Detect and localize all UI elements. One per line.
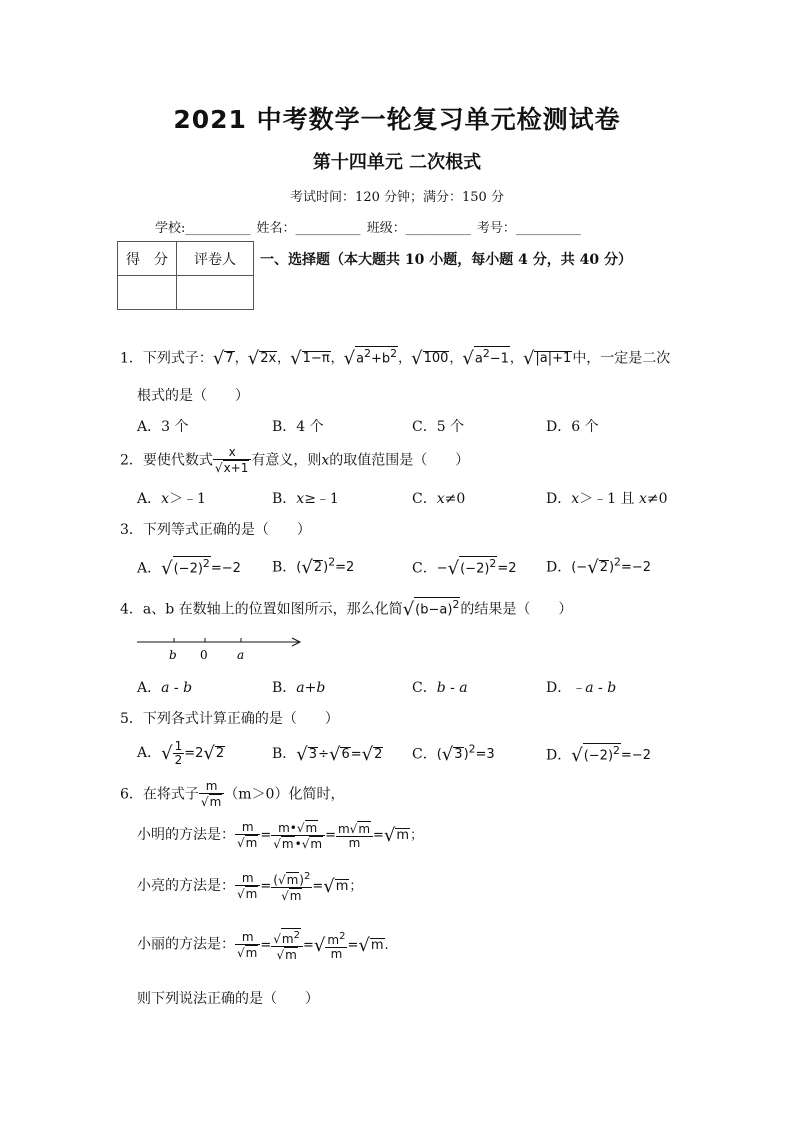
q2-option-b[interactable]: B．x≥﹣1	[272, 491, 339, 507]
class-field[interactable]: 班级：__________	[366, 221, 471, 236]
q1-option-b[interactable]: B．4 个	[272, 419, 324, 435]
grader-header: 评卷人	[177, 242, 254, 276]
question-6-final: 则下列说法正确的是（ ）	[137, 991, 319, 1007]
student-fields	[155, 217, 583, 236]
question-3: 3．下列等式正确的是（ ）	[120, 522, 311, 538]
q5-option-b[interactable]: B．√3÷√6=√2	[272, 744, 383, 765]
name-field[interactable]: 姓名：__________	[256, 221, 361, 236]
question-2: 2．要使代数式 $\frac{x}{√x+1}$ 有意义，则x的取值范围是（ ）	[120, 445, 470, 475]
question-1-line2: 根式的是（ ）	[137, 388, 249, 404]
axis-label-0: 0	[200, 648, 208, 662]
question-4: 4．a、b 在数轴上的位置如图所示，那么化简$√(b-a)^2$的结果是（ ）	[120, 598, 573, 621]
xiaoming-method: 小明的方法是： $\frac{m}{√m}$ = $\frac{m•√m}{√m•√m}$ = $\frac{m√m}{m}$ =√m；	[137, 820, 424, 851]
question-5: 5．下列各式计算正确的是（ ）	[120, 711, 339, 727]
section-title: 一、选择题（本大题共 10 小题，每小题 4 分，共 40 分）	[260, 252, 632, 268]
number-line	[137, 635, 307, 665]
school-field[interactable]: 学校:__________	[155, 221, 251, 236]
q1-option-d[interactable]: D．6 个	[546, 419, 599, 435]
score-table	[117, 241, 254, 310]
q4-option-b[interactable]: B．a+b	[272, 680, 326, 696]
question-1: 1．下列式子：√7，√2x，√1−π，$√a^2+b^2$，√100，$√a^2-1$，√|a|+1中，一定是二次	[120, 347, 671, 370]
page-title: 2021 中考数学一轮复习单元检测试卷	[173, 105, 621, 134]
q5-option-d[interactable]: D．$√(-2)^2=-2$	[546, 744, 651, 767]
page-subtitle: 第十四单元 二次根式	[312, 152, 482, 173]
q5-option-a[interactable]: A．√ $\frac{1}{2}$ =2√2	[137, 739, 225, 767]
number-field[interactable]: 考号：__________	[476, 221, 581, 236]
q5-option-c[interactable]: C．$(√3)^2=3$	[412, 743, 495, 766]
score-header: 得 分	[118, 242, 177, 276]
q1-option-c[interactable]: C．5 个	[412, 419, 465, 435]
xiaoliang-method: 小亮的方法是： $\frac{m}{√m}$ = $\frac{(√m)^2}{√m}$ =√m；	[137, 871, 363, 903]
axis-label-b: b	[169, 648, 177, 662]
q4-option-c[interactable]: C．b - a	[412, 680, 468, 696]
grader-cell[interactable]	[177, 276, 254, 310]
q4-option-a[interactable]: A．a - b	[137, 680, 193, 696]
q3-option-d[interactable]: D．$(-√2)^2=-2$	[546, 556, 651, 579]
question-6: 6．在将式子 $\frac{m}{√m}$ （m＞0）化简时，	[120, 779, 345, 809]
score-cell[interactable]	[118, 276, 177, 310]
xiaoli-method: 小丽的方法是： $\frac{m}{√m}$ = $\frac{√m^2}{√m}$ =√ $\frac{m^2}{m}$ =√m.	[137, 929, 389, 962]
q2-option-d[interactable]: D．x＞﹣1 且 x≠0	[546, 491, 668, 507]
q3-option-a[interactable]: A．$√(-2)^2=-2$	[137, 557, 241, 580]
axis-label-a: a	[237, 648, 245, 662]
q3-option-c[interactable]: C．$-√(-2)^2=2$	[412, 557, 517, 580]
exam-info: 考试时间：120 分钟；满分：150 分	[290, 190, 504, 205]
q1-option-a[interactable]: A．3 个	[137, 419, 189, 435]
q2-option-c[interactable]: C．x≠0	[412, 491, 466, 507]
q4-option-d[interactable]: D．﹣a - b	[546, 680, 617, 696]
q2-option-a[interactable]: A．x＞﹣1	[137, 491, 206, 507]
q3-option-b[interactable]: B．$(√2)^2=2$	[272, 556, 355, 579]
